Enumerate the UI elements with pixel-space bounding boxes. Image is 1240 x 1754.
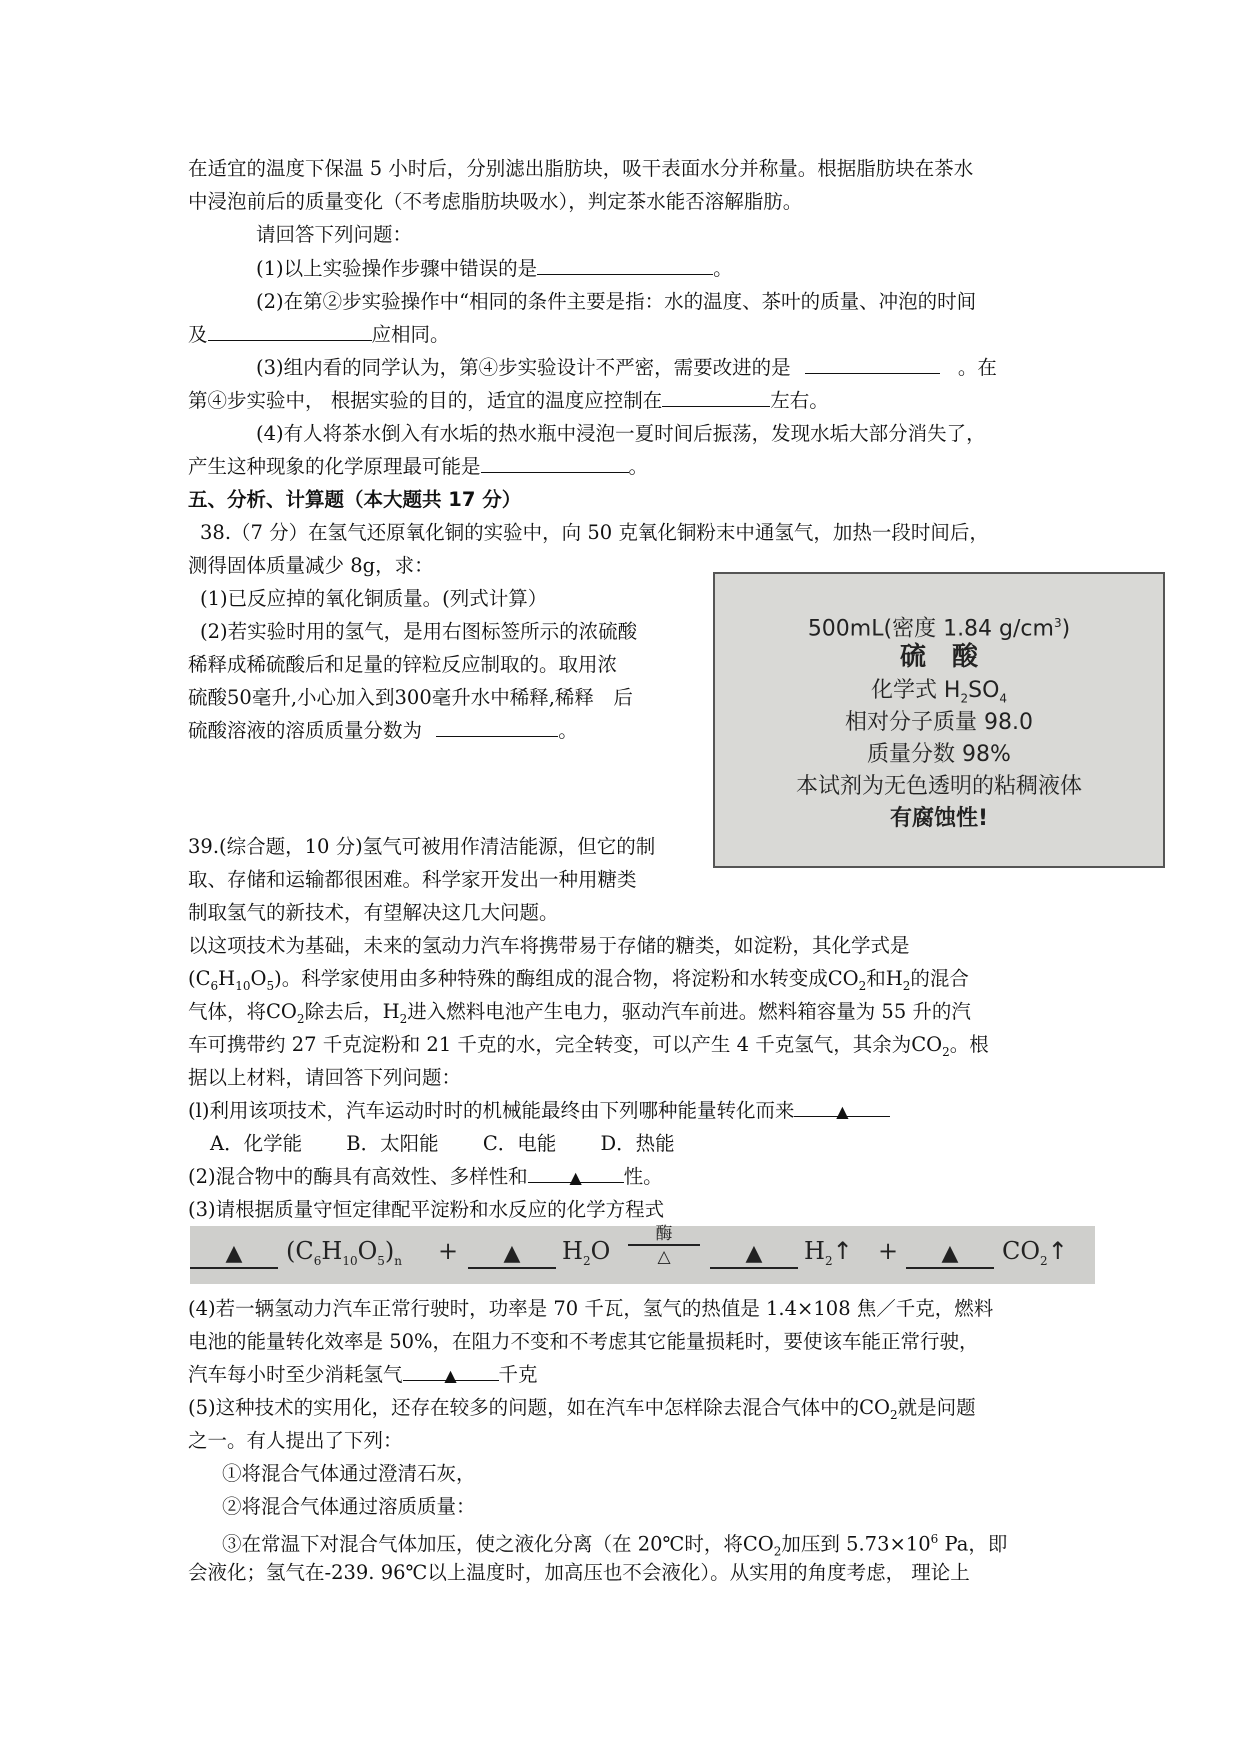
answer-blank[interactable] bbox=[662, 384, 770, 407]
option-b[interactable]: B．太阳能 bbox=[346, 1132, 439, 1155]
question-text: (3)组内看的同学认为，第④步实验设计不严密，需要改进的是 bbox=[256, 356, 791, 379]
method-1: ①将混合气体通过澄清石灰， bbox=[222, 1462, 476, 1485]
answer-blank[interactable] bbox=[528, 1160, 624, 1187]
label-formula: 化学式 $H_2SO_4$ bbox=[870, 678, 1008, 706]
q39-sub2 bbox=[188, 1160, 663, 1193]
q38-sub1: (1)已反应掉的氧化铜质量。(列式计算） bbox=[200, 587, 548, 610]
q39-line: 据以上材料，请回答下列问题： bbox=[188, 1066, 462, 1089]
label-name: 硫 酸 bbox=[899, 642, 978, 672]
question-1 bbox=[256, 252, 733, 285]
answer-blank[interactable] bbox=[537, 252, 713, 275]
label-volume-density: 500mL(密度 1.84 $g/cm^3$) bbox=[807, 616, 1071, 642]
question-text: 及 bbox=[188, 323, 208, 346]
q39-line: 以这项技术为基础，未来的氢动力汽车将携带易于存储的糖类，如淀粉，其化学式是 bbox=[188, 934, 910, 957]
text-line: 在适宜的温度下保温 5 小时后，分别滤出脂肪块，吸干表面水分并称量。根据脂肪块在茶水 bbox=[188, 157, 974, 180]
reagent-label-photo bbox=[713, 572, 1165, 868]
starch-formula: $(C_6H_{10}O_5)_n$ bbox=[286, 1237, 403, 1268]
question-4a: (4)有人将茶水倒入有水垢的热水瓶中浸泡一夏时间后振荡，发现水垢大部分消失了， bbox=[256, 422, 986, 445]
q39-sub3: (3)请根据质量守恒定律配平淀粉和水反应的化学方程式 bbox=[188, 1198, 665, 1221]
co2-formula: $CO_2↑$ bbox=[1002, 1237, 1068, 1268]
question-text: 应相同。 bbox=[371, 323, 450, 346]
label-description: 本试剂为无色透明的粘稠液体 bbox=[795, 774, 1082, 799]
question-2a: (2)在第②步实验操作中“相同的条件主要是指：水的温度、茶叶的质量、冲泡的时间 bbox=[256, 290, 977, 313]
q39-line: 车可携带约 27 千克淀粉和 21 千克的水，完全转变，可以产生 4 千克氢气，其余为$CO_2$。根 bbox=[188, 1033, 989, 1059]
q38-sub2: (2)若实验时用的氢气，是用右图标签所示的浓硫酸 bbox=[200, 620, 638, 643]
question-text: 产生这种现象的化学原理最可能是 bbox=[188, 455, 481, 478]
label-warning: 有腐蚀性! bbox=[889, 806, 989, 831]
q38-line: 稀释成稀硫酸后和足量的锌粒反应制取的。取用浓 bbox=[188, 653, 618, 676]
coefficient-blank[interactable]: ▲ bbox=[906, 1237, 994, 1269]
q38-line: 38.（7 分）在氢气还原氧化铜的实验中，向 50 克氧化铜粉末中通氢气，加热一段时间后， bbox=[200, 521, 989, 544]
coefficient-blank[interactable]: ▲ bbox=[468, 1237, 556, 1269]
coefficient-blank[interactable]: ▲ bbox=[710, 1237, 798, 1269]
plus-sign: + bbox=[438, 1237, 459, 1265]
question-text: 。在 bbox=[957, 356, 997, 379]
q39-sub4: (4)若一辆氢动力汽车正常行驶时，功率是 70 千瓦，氢气的热值是 1.4×108 焦／千克，燃料 bbox=[188, 1297, 994, 1320]
triangle-mark: ▲ bbox=[836, 1102, 849, 1121]
reaction-condition: 酶 △ bbox=[628, 1224, 700, 1268]
section-title: 五、分析、计算题（本大题共 17 分） bbox=[188, 488, 522, 511]
q38-line: 测得固体质量减少 8g，求： bbox=[188, 554, 434, 577]
q39-sub5: (5)这种技术的实用化，还存在较多的问题，如在汽车中怎样除去混合气体中的$CO_2$就是问题 bbox=[188, 1396, 976, 1422]
q38-line: 硫酸50毫升,小心加入到300毫升水中稀释,稀释 后 bbox=[188, 686, 633, 709]
answer-blank[interactable] bbox=[794, 1094, 890, 1121]
plus-sign: + bbox=[878, 1237, 899, 1265]
chemical-equation bbox=[190, 1226, 1095, 1284]
question-text: 性。 bbox=[623, 1165, 663, 1188]
question-4b bbox=[188, 450, 648, 483]
question-text: 。 bbox=[628, 455, 649, 478]
question-text: 汽车每小时至少消耗氢气 bbox=[188, 1363, 403, 1386]
water-formula: $H_2O$ bbox=[562, 1237, 611, 1268]
method-2: ②将混合气体通过溶质质量： bbox=[222, 1495, 476, 1518]
label-molar-mass: 相对分子质量 98.0 bbox=[845, 710, 1033, 735]
option-d[interactable]: D．热能 bbox=[600, 1132, 675, 1155]
q39-line: 之一。有人提出了下列： bbox=[188, 1429, 403, 1452]
answer-blank[interactable] bbox=[208, 318, 372, 341]
q39-line: 取、存储和运输都很困难。科学家开发出一种用糖类 bbox=[188, 868, 637, 891]
q39-line: 气体，将$CO_2$除去后，$H_2$进入燃料电池产生电力，驱动汽车前进。燃料箱容量为 55 升的汽 bbox=[188, 1000, 971, 1026]
coefficient-blank[interactable]: ▲ bbox=[190, 1237, 278, 1269]
answer-blank[interactable] bbox=[403, 1358, 499, 1385]
question-text: 硫酸溶液的溶质质量分数为 bbox=[188, 719, 423, 742]
text-line: 中浸泡前后的质量变化（不考虑脂肪块吸水），判定茶水能否溶解脂肪。 bbox=[188, 190, 803, 213]
question-text: 千克 bbox=[498, 1363, 538, 1386]
answer-blank[interactable] bbox=[805, 351, 940, 374]
option-a[interactable]: A．化学能 bbox=[210, 1132, 303, 1155]
q39-line: $(C_6H_{10}O_5)$。科学家使用由多种特殊的酶组成的混合物，将淀粉和水转变成$CO_2$和$H_2$的混合 bbox=[188, 967, 969, 993]
q39-line bbox=[188, 1358, 538, 1391]
question-text: (1)以上实验操作步骤中错误的是 bbox=[256, 257, 538, 280]
method-3: ③在常温下对混合气体加压，使之液化分离（在 20℃时，将$CO_2$加压到 $5.73\times 10^6$ Pa，即 bbox=[222, 1532, 1008, 1559]
question-3b bbox=[188, 384, 829, 417]
punctuation: 。 bbox=[713, 257, 733, 280]
question-text: (2)混合物中的酶具有高效性、多样性和 bbox=[188, 1165, 528, 1188]
q39-sub1 bbox=[188, 1094, 890, 1127]
q39-line: 电池的能量转化效率是 50%，在阻力不变和不考虑其它能量损耗时，要使该车能正常行驶， bbox=[188, 1330, 979, 1353]
question-text: (l)利用该项技术，汽车运动时时的机械能最终由下列哪种能量转化而来 bbox=[188, 1099, 795, 1122]
question-3a bbox=[256, 351, 997, 384]
triangle-mark: ▲ bbox=[444, 1366, 457, 1385]
hydrogen-formula: $H_2↑$ bbox=[804, 1237, 853, 1268]
punctuation: 。 bbox=[558, 719, 578, 742]
question-text: 左右。 bbox=[770, 389, 829, 412]
option-c[interactable]: C．电能 bbox=[482, 1132, 557, 1155]
triangle-mark: ▲ bbox=[569, 1168, 582, 1187]
text-line: 请回答下列问题： bbox=[256, 223, 413, 246]
q39-options bbox=[210, 1127, 675, 1160]
q39-line: 39.(综合题，10 分)氢气可被用作清洁能源，但它的制 bbox=[188, 835, 656, 858]
q39-line: 制取氢气的新技术，有望解决这几大问题。 bbox=[188, 901, 559, 924]
question-text: 第④步实验中， 根据实验的目的，适宜的温度应控制在 bbox=[188, 389, 663, 412]
label-mass-fraction: 质量分数 98% bbox=[867, 742, 1011, 767]
answer-blank[interactable] bbox=[436, 714, 558, 737]
question-2b bbox=[188, 318, 450, 351]
q38-line-blank bbox=[188, 714, 578, 747]
answer-blank[interactable] bbox=[481, 450, 629, 473]
q39-line: 会液化；氢气在-239. 96℃以上温度时，加高压也不会液化）。从实用的角度考虑， 理论上 bbox=[188, 1561, 970, 1584]
